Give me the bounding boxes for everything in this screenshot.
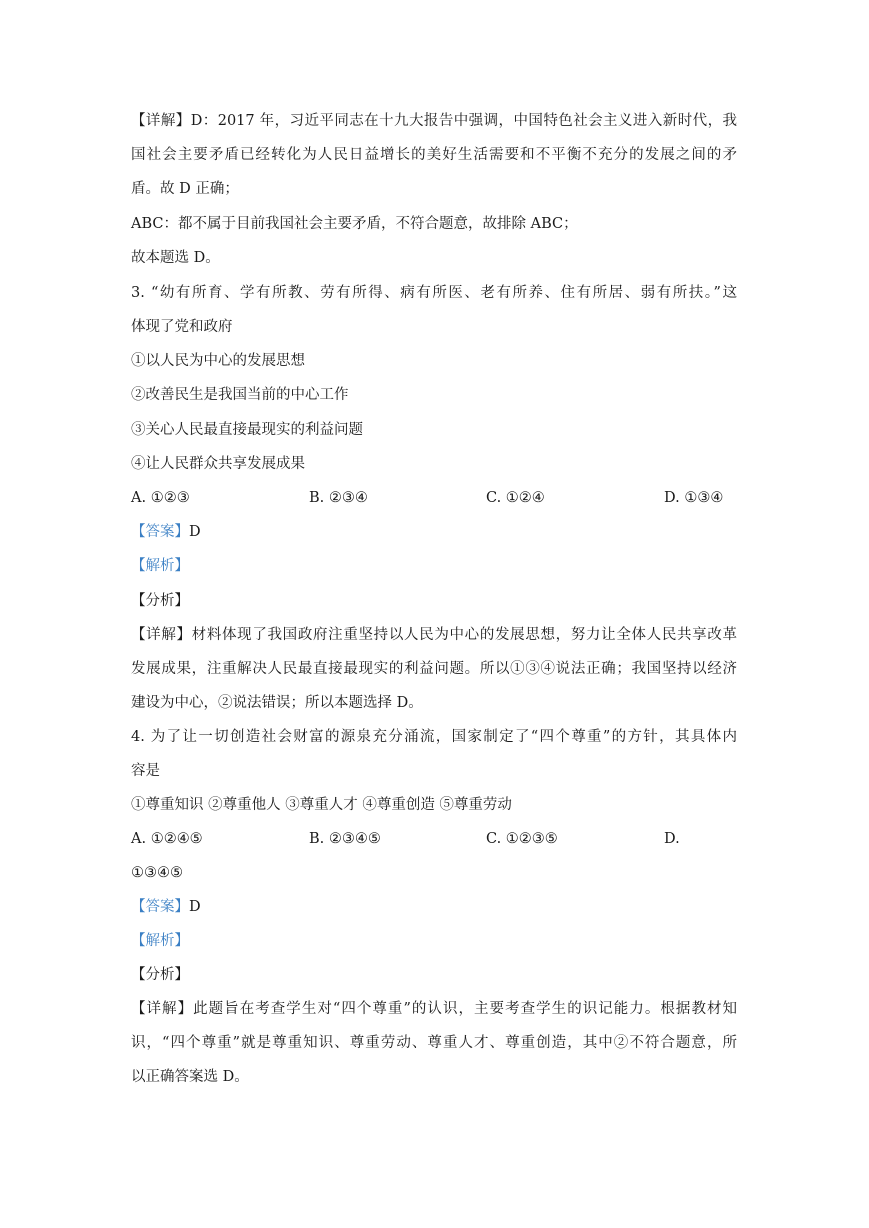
q3-option-c: C. ①②④: [486, 490, 545, 506]
q4-option-a: A. ①②④⑤: [131, 831, 203, 847]
q3-option-d: D. ①③④: [664, 490, 724, 506]
detail-label: 【详解】: [131, 627, 192, 643]
q3-detail-line-3: 建设为中心，②说法错误；所以本题选择 D。: [131, 695, 423, 711]
q4-analysis-label: 【解析】: [131, 933, 189, 949]
q3-item-4: ④让人民群众共享发展成果: [131, 456, 305, 472]
q4-option-d-content: ①③④⑤: [131, 865, 183, 881]
q4-detail-line-3: 以正确答案选 D。: [131, 1069, 249, 1085]
q3-item-1: ①以人民为中心的发展思想: [131, 353, 305, 369]
q3-item-3: ③关心人民最直接最现实的利益问题: [131, 422, 363, 438]
q4-answer: [131, 897, 201, 917]
detail-text: 材料体现了我国政府注重坚持以人民为中心的发展思想，努力让全体人民共享改革: [191, 627, 738, 643]
q3-option-a: A. ①②③: [131, 490, 190, 506]
prev-detail-line-2: 国社会主要矛盾已经转化为人民日益增长的美好生活需要和不平衡不充分的发展之间的矛: [131, 147, 737, 163]
q4-stem-line-2: 容是: [131, 763, 160, 779]
q3-fenxi-label: 【分析】: [131, 593, 189, 609]
answer-label: 【答案】: [131, 899, 189, 915]
detail-text: 此题旨在考查学生对“四个尊重”的认识，主要考查学生的识记能力。根据教材知: [193, 1001, 737, 1017]
q3-stem-line-2: 体现了党和政府: [131, 319, 233, 335]
q3-detail-line-1: [131, 625, 737, 645]
q3-detail-line-2: 发展成果，注重解决人民最直接最现实的利益问题。所以①③④说法正确；我国坚持以经济: [131, 661, 737, 677]
answer-value: D: [189, 899, 201, 915]
q3-answer: [131, 522, 201, 542]
q3-option-b: B. ②③④: [309, 490, 368, 506]
answer-label: 【答案】: [131, 524, 189, 540]
detail-label: 【详解】: [131, 1001, 194, 1017]
q4-fenxi-label: 【分析】: [131, 967, 189, 983]
q4-items: ①尊重知识 ②尊重他人 ③尊重人才 ④尊重创造 ⑤尊重劳动: [131, 797, 512, 813]
answer-value: D: [189, 524, 201, 540]
q4-stem-line-1: 4. 为了让一切创造社会财富的源泉充分涌流，国家制定了“四个尊重”的方针，其具体内: [131, 729, 737, 745]
prev-detail-line-1: [131, 111, 737, 131]
q4-option-d: D.: [664, 831, 680, 847]
prev-detail-line-5: 故本题选 D。: [131, 250, 220, 266]
prev-detail-line-3: 盾。故 D 正确；: [131, 181, 239, 197]
q3-stem-line-1: 3. “幼有所育、学有所教、劳有所得、病有所医、老有所养、住有所居、弱有所扶。”这: [131, 285, 737, 301]
q4-detail-line-2: 识，“四个尊重”就是尊重知识、尊重劳动、尊重人才、尊重创造，其中②不符合题意，所: [131, 1035, 737, 1051]
q4-option-b: B. ②③④⑤: [309, 831, 381, 847]
q3-analysis-label: 【解析】: [131, 558, 189, 574]
prev-detail-line-4: ABC：都不属于目前我国社会主要矛盾，不符合题意，故排除 ABC；: [131, 216, 578, 232]
detail-text: D：2017 年，习近平同志在十九大报告中强调，中国特色社会主义进入新时代，我: [190, 113, 738, 129]
detail-label: 【详解】: [131, 113, 191, 129]
q3-item-2: ②改善民生是我国当前的中心工作: [131, 387, 349, 403]
q4-option-c: C. ①②③⑤: [486, 831, 558, 847]
q4-detail-line-1: [131, 999, 737, 1019]
